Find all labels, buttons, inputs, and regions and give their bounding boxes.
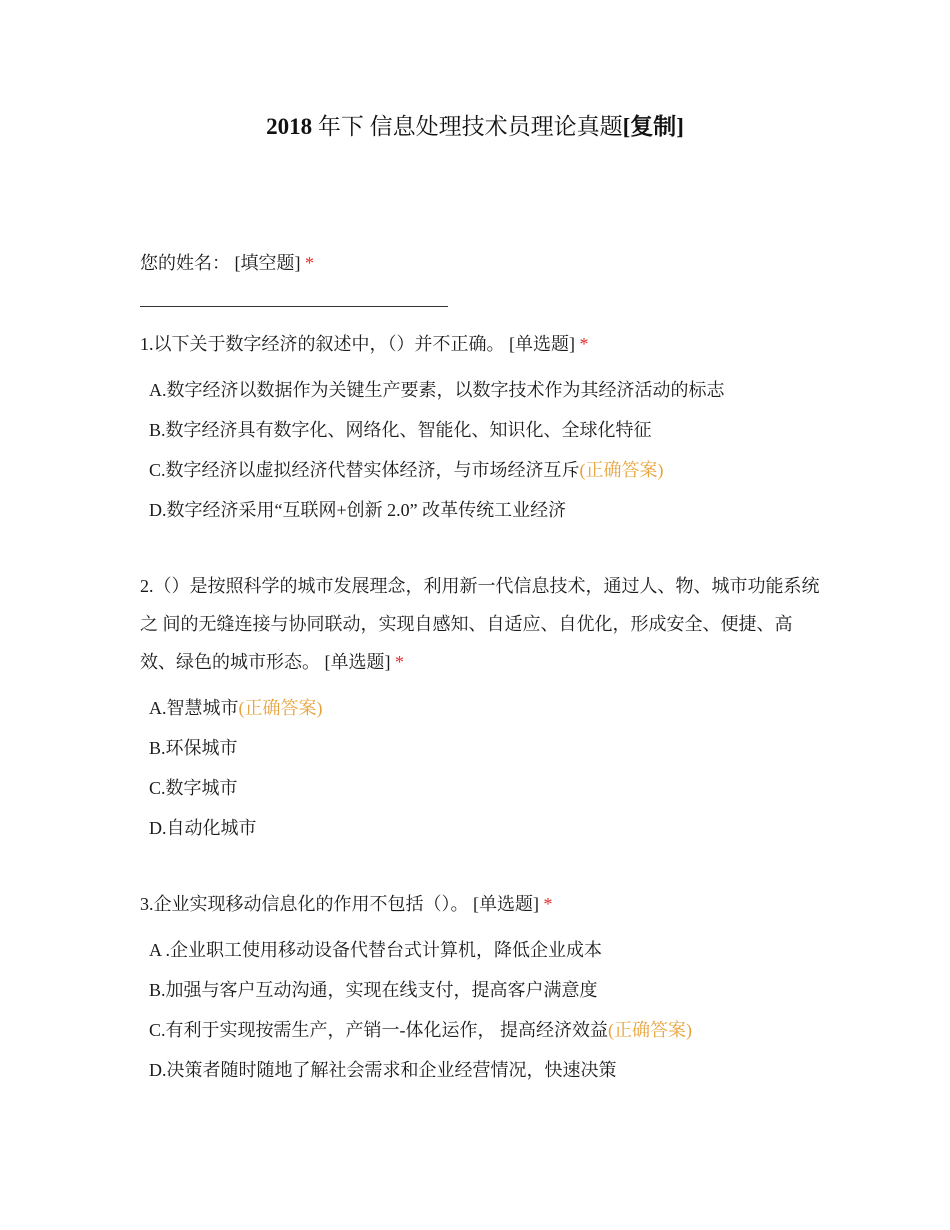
- option-d[interactable]: [140, 490, 820, 530]
- required-mark: *: [305, 253, 314, 273]
- page-title: [0, 110, 950, 144]
- title-text: 年下 信息处理技术员理论真题: [317, 114, 623, 139]
- correct-answer-tag: (正确答案): [608, 1020, 692, 1040]
- option-c[interactable]: [140, 768, 820, 808]
- question-3: [140, 885, 820, 1090]
- option-b[interactable]: [140, 410, 820, 450]
- option-text: C.有利于实现按需生产，产销一-体化运作， 提高经济效益: [149, 1020, 608, 1040]
- question-text: [140, 567, 820, 681]
- required-mark: *: [543, 894, 553, 914]
- question-2: [140, 567, 820, 848]
- question-text: [140, 885, 820, 923]
- question-type: [填空题]: [234, 253, 301, 273]
- option-text: D.自动化城市: [149, 818, 257, 838]
- name-question: [140, 244, 820, 282]
- question-text: [140, 325, 820, 363]
- option-a[interactable]: [140, 930, 820, 970]
- question-text: [140, 244, 820, 282]
- option-list: [140, 370, 820, 530]
- correct-answer-tag: (正确答案): [579, 460, 664, 480]
- question-1: [140, 325, 820, 530]
- option-text: B.加强与客户互动沟通，实现在线支付，提高客户满意度: [149, 980, 598, 1000]
- option-b[interactable]: [140, 728, 820, 768]
- option-list: [140, 930, 820, 1090]
- option-text: B.环保城市: [149, 738, 238, 758]
- question-stem: 1.以下关于数字经济的叙述中，（）并不正确。: [140, 334, 505, 354]
- option-c[interactable]: [140, 1010, 820, 1050]
- required-mark: *: [579, 334, 589, 354]
- option-b[interactable]: [140, 970, 820, 1010]
- correct-answer-tag: (正确答案): [238, 698, 323, 718]
- question-type: [单选题]: [324, 652, 391, 672]
- option-text: A.智慧城市: [149, 698, 239, 718]
- option-text: D.数字经济采用“互联网+创新 2.0” 改革传统工业经济: [149, 500, 567, 520]
- option-text: C.数字城市: [149, 778, 238, 798]
- question-stem: 3.企业实现移动信息化的作用不包括（）。: [140, 894, 469, 914]
- title-year: 2018: [266, 114, 313, 139]
- option-text: D.决策者随时随地了解社会需求和企业经营情况，快速决策: [149, 1060, 617, 1080]
- option-a[interactable]: [140, 688, 820, 728]
- name-input-line[interactable]: [140, 306, 448, 307]
- option-text: A.数字经济以数据作为关键生产要素，以数字技术作为其经济活动的标志: [149, 380, 725, 400]
- option-text: B.数字经济具有数字化、网络化、智能化、知识化、全球化特征: [149, 420, 652, 440]
- option-c[interactable]: [140, 450, 820, 490]
- option-d[interactable]: [140, 1050, 820, 1090]
- question-stem: 2.（）是按照科学的城市发展理念，利用新一代信息技术，通过人、物、城市功能系统之 间的无缝连接与协同联动，实现自感知、自适应、自优化，形成安全、便捷、高效、绿色的城市形态。: [140, 576, 820, 672]
- option-a[interactable]: [140, 370, 820, 410]
- name-label: 您的姓名：: [140, 253, 230, 273]
- option-text: C.数字经济以虚拟经济代替实体经济，与市场经济互斥: [149, 460, 580, 480]
- question-type: [单选题]: [509, 334, 575, 354]
- option-text: A .企业职工使用移动设备代替台式计算机，降低企业成本: [149, 940, 603, 960]
- option-d[interactable]: [140, 808, 820, 848]
- question-type: [单选题]: [473, 894, 539, 914]
- title-suffix: [复制]: [622, 114, 684, 139]
- required-mark: *: [395, 652, 404, 672]
- option-list: [140, 688, 820, 848]
